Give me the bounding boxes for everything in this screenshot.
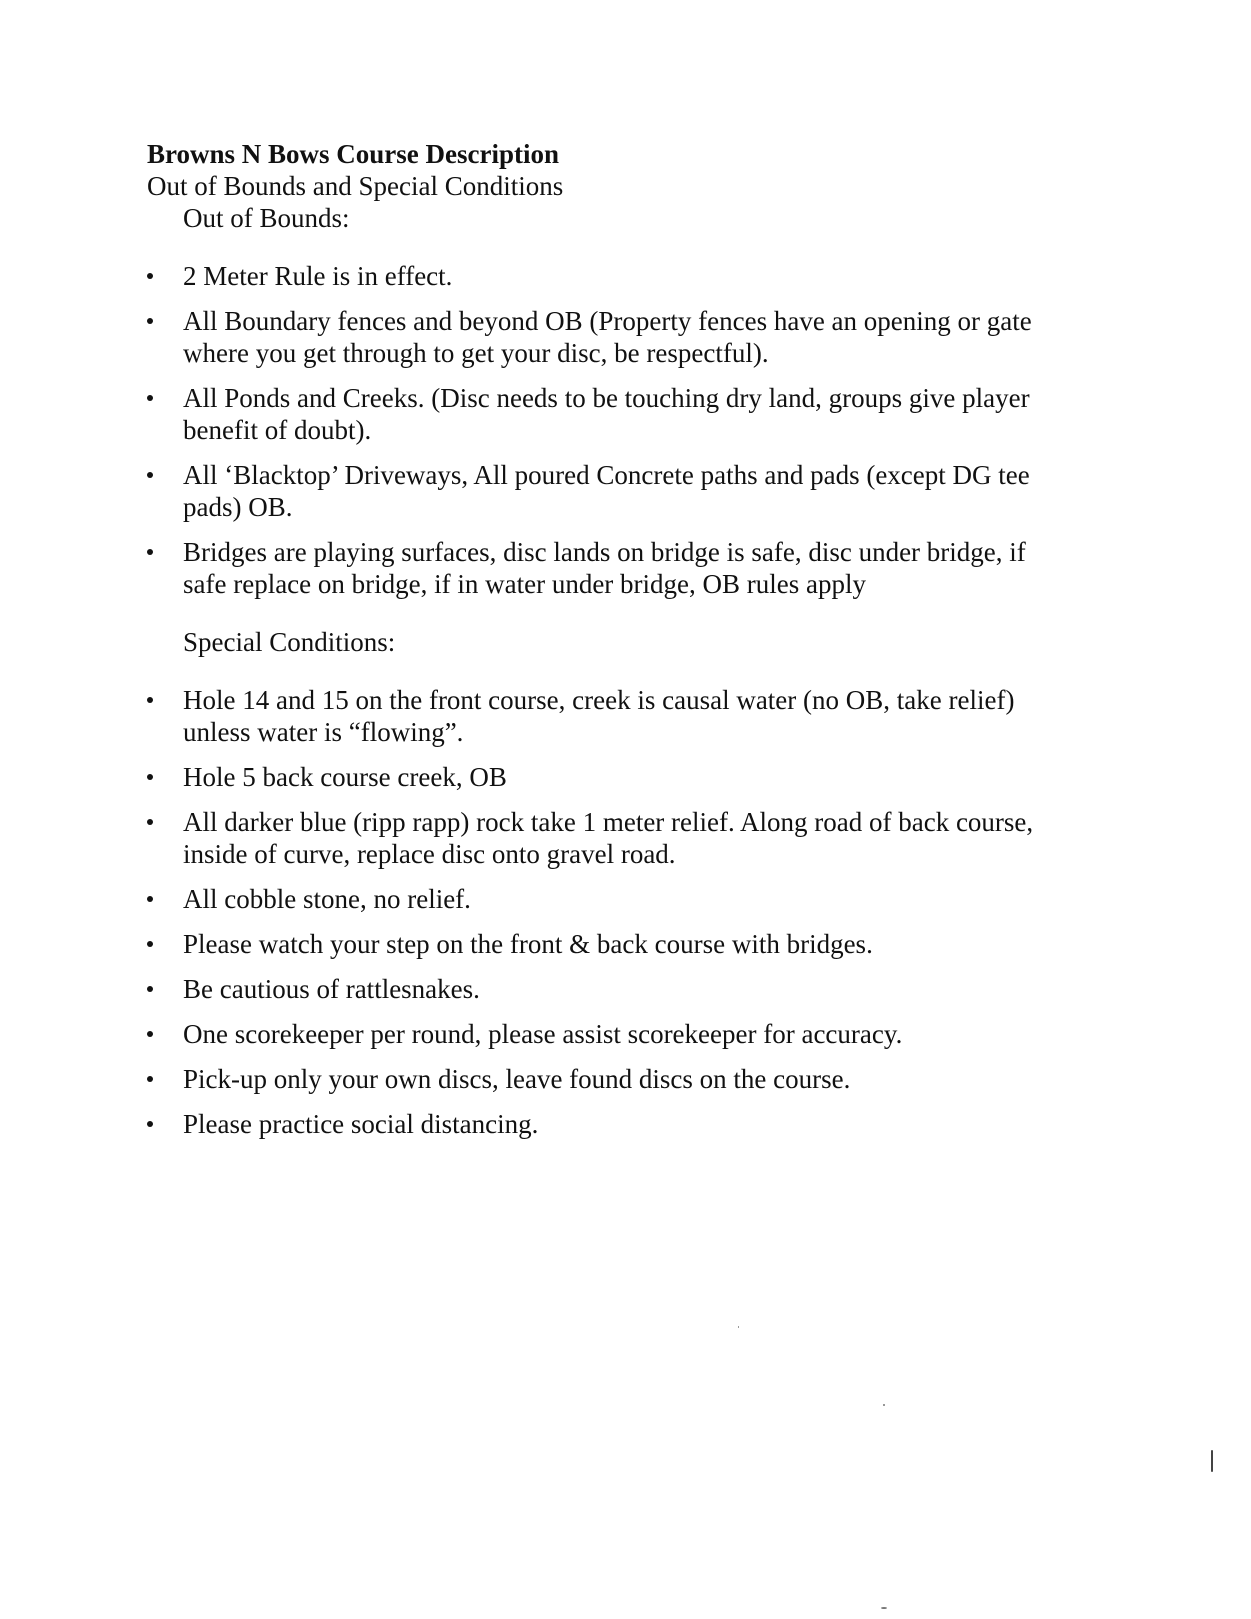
list-item: [147, 883, 1107, 915]
list-item-line: safe replace on bridge, if in water under bridge, OB rules apply: [183, 569, 867, 599]
out-of-bounds-list: [147, 260, 1107, 600]
bullet-icon: [147, 549, 153, 555]
list-item-line: 2 Meter Rule is in effect.: [183, 261, 453, 291]
list-item: [147, 806, 1107, 870]
bullet-icon: [147, 472, 153, 478]
bullet-icon: [147, 318, 153, 324]
list-item-line: Pick-up only your own discs, leave found discs on the course.: [183, 1064, 851, 1094]
list-item-line: One scorekeeper per round, please assist scorekeeper for accuracy.: [183, 1019, 903, 1049]
list-item-line: All cobble stone, no relief.: [183, 884, 471, 914]
bullet-icon: [147, 1076, 153, 1082]
list-item-line: Be cautious of rattlesnakes.: [183, 974, 480, 1004]
scan-speck: [881, 1607, 887, 1609]
list-item-line: All darker blue (ripp rapp) rock take 1 meter relief. Along road of back course,: [183, 807, 1034, 837]
special-conditions-heading: Special Conditions:: [183, 627, 396, 657]
bullet-icon: [147, 819, 153, 825]
list-item-line: All ‘Blacktop’ Driveways, All poured Concrete paths and pads (except DG tee: [183, 460, 1030, 490]
list-item-line: where you get through to get your disc, be respectful).: [183, 338, 769, 368]
list-item: [147, 1063, 1107, 1095]
list-item: [147, 260, 1107, 292]
list-item: [147, 973, 1107, 1005]
list-item-line: All Boundary fences and beyond OB (Property fences have an opening or gate: [183, 306, 1032, 336]
list-item: [147, 684, 1107, 748]
list-item-line: pads) OB.: [183, 492, 293, 522]
list-item: [147, 382, 1107, 446]
list-item-line: unless water is “flowing”.: [183, 717, 464, 747]
document-subtitle: Out of Bounds and Special Conditions: [147, 171, 564, 201]
bullet-icon: [147, 986, 153, 992]
list-item-line: Bridges are playing surfaces, disc lands on bridge is safe, disc under bridge, if: [183, 537, 1026, 567]
list-item-line: Hole 5 back course creek, OB: [183, 762, 507, 792]
bullet-icon: [147, 697, 153, 703]
bullet-icon: [147, 896, 153, 902]
list-item-line: inside of curve, replace disc onto gravel road.: [183, 839, 676, 869]
list-item-line: All Ponds and Creeks. (Disc needs to be touching dry land, groups give player: [183, 383, 1030, 413]
bullet-icon: [147, 1121, 153, 1127]
list-item-line: Please practice social distancing.: [183, 1109, 539, 1139]
list-item: [147, 761, 1107, 793]
list-item-line: benefit of doubt).: [183, 415, 372, 445]
document-title: Browns N Bows Course Description: [147, 139, 560, 169]
list-item: [147, 459, 1107, 523]
scan-speck: [883, 1404, 885, 1406]
list-item-line: Please watch your step on the front & back course with bridges.: [183, 929, 873, 959]
document-page: [147, 138, 1107, 1153]
bullet-icon: [147, 395, 153, 401]
special-conditions-list: [147, 684, 1107, 1140]
bullet-icon: [147, 774, 153, 780]
list-item-line: Hole 14 and 15 on the front course, creek is causal water (no OB, take relief): [183, 685, 1015, 715]
out-of-bounds-heading: Out of Bounds:: [183, 203, 350, 233]
list-item: [147, 536, 1107, 600]
list-item: [147, 305, 1107, 369]
list-item: [147, 928, 1107, 960]
bullet-icon: [147, 1031, 153, 1037]
bullet-icon: [147, 273, 153, 279]
list-item: [147, 1108, 1107, 1140]
bullet-icon: [147, 941, 153, 947]
scan-speck: [1211, 1450, 1213, 1472]
scan-speck: [738, 1326, 739, 1328]
list-item: [147, 1018, 1107, 1050]
